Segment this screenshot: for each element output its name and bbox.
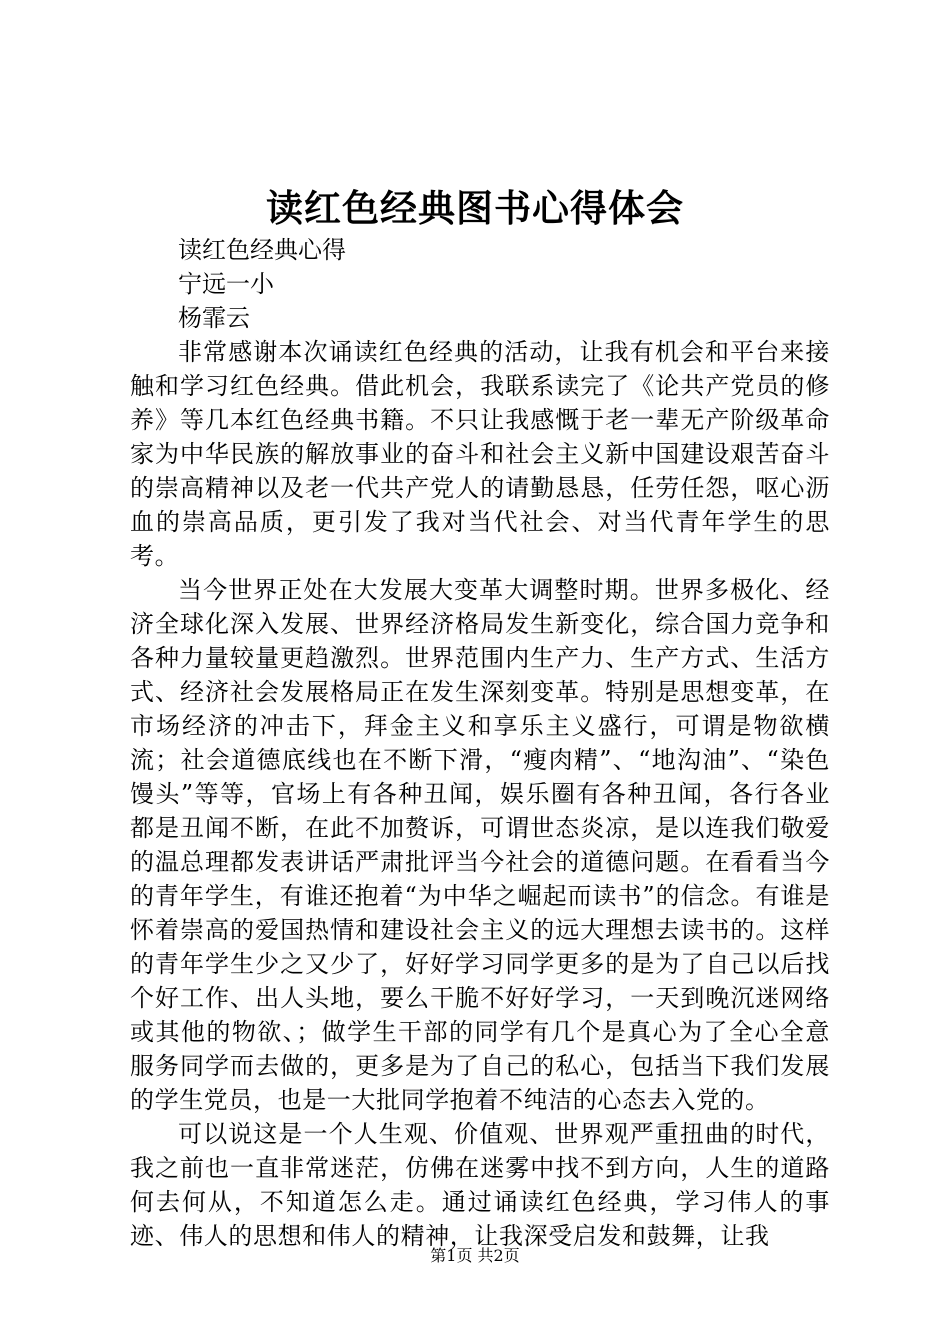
document-title: 读红色经典图书心得体会 xyxy=(266,186,684,230)
paragraph-3: 可以说这是一个人生观、价值观、世界观严重扭曲的时代，我之前也一直非常迷茫，仿佛在迷雾中找不到方向，人生的道路何去何从，不知道怎么走。通过诵读红色经典，学习伟人的事迹、伟人的思想和伟人的精神，让我深受启发和鼓舞，让我 xyxy=(130,1120,830,1250)
author-school: 宁远一小 xyxy=(178,270,274,298)
document-body xyxy=(130,233,830,1253)
page-footer: 第1页 共2页 xyxy=(430,1246,520,1265)
paragraph-2: 当今世界正处在大发展大变革大调整时期。世界多极化、经济全球化深入发展、世界经济格局发生新变化，综合国力竞争和各种力量较量更趋激烈。世界范围内生产力、生产方式、生活方式、经济社会发展格局正在发生深刻变革。特别是思想变革，在市场经济的冲击下，拜金主义和享乐主义盛行，可谓是物欲横流；社会道德底线也在不断下滑，“瘦肉精”、“地沟油”、“染色馒头”等等，官场上有各种丑闻，娱乐圈有各种丑闻，各行各业都是丑闻不断，在此不加赘诉，可谓世态炎凉，是以连我们敬爱的温总理都发表讲话严肃批评当今社会的道德问题。在看看当今的青年学生，有谁还抱着“为中华之崛起而读书”的信念。有谁是怀着崇高的爱国热情和建设社会主义的远大理想去读书的。这样的青年学生少之又少了，好好学习同学更多的是为了自己以后找个好工作、出人头地，要么干脆不好好学习，一天到晚沉迷网络或其他的物欲、；做学生干部的同学有几个是真心为了全心全意服务同学而去做的，更多是为了自己的私心，包括当下我们发展的学生党员，也是一大批同学抱着不纯洁的心态去入党的。 xyxy=(130,576,830,1114)
paragraph-1: 非常感谢本次诵读红色经典的活动，让我有机会和平台来接触和学习红色经典。借此机会，我联系读完了《论共产党员的修养》等几本红色经典书籍。不只让我感慨于老一辈无产阶级革命家为中华民族的解放事业的奋斗和社会主义新中国建设艰苦奋斗的崇高精神以及老一代共产党人的请勤恳恳，任劳任怨，呕心沥血的崇高品质，更引发了我对当代社会、对当代青年学生的思考。 xyxy=(130,338,830,570)
author-name: 杨霏云 xyxy=(178,304,250,332)
document-subtitle: 读红色经典心得 xyxy=(178,236,346,264)
